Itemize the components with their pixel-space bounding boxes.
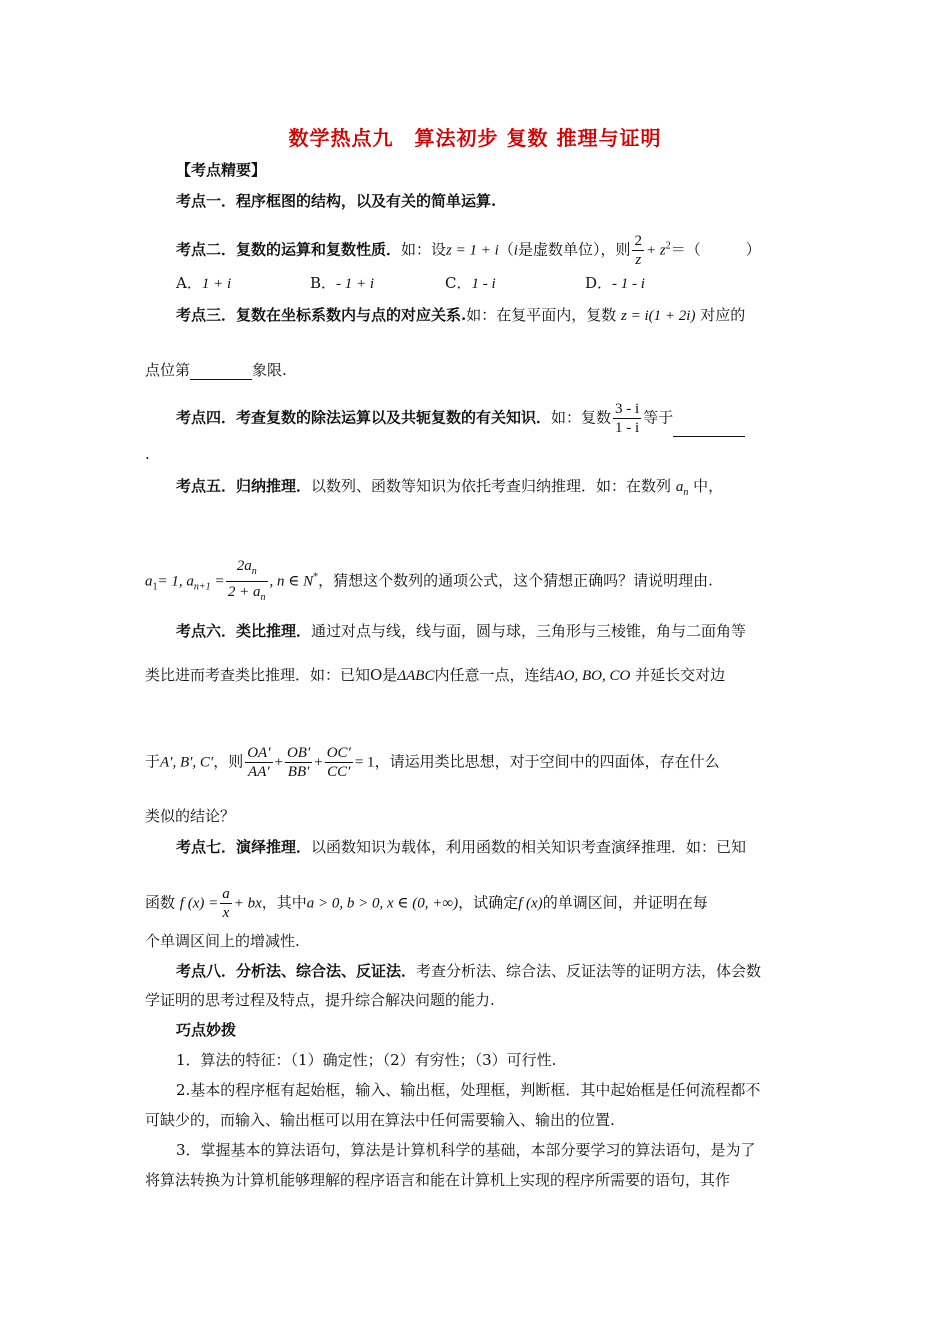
- answer-blank[interactable]: [673, 436, 745, 437]
- option-c: C．1 - i: [445, 274, 496, 292]
- topic-5-line: 考点五．归纳推理．以数列、函数等知识为依托考查归纳推理．如：在数列 $a_n$ 中，: [176, 477, 724, 498]
- topic-1: 考点一．程序框图的结构，以及有关的简单运算.: [176, 192, 497, 210]
- topic-5-formula: $a_1= 1$, $a_{n+1}$ = $\frac{2a_n}{2 + a_n}$ , n ∈ N*，猜想这个数列的通项公式，这个猜想正确吗？请说明理由.: [145, 556, 713, 607]
- topic-7-line2: 函数 f (x) = $\frac{a}{x}$ + bx，其中a > 0, b > 0, x ∈ (0, +∞)，试确定f (x)的单调区间，并证明在每: [145, 886, 708, 921]
- topic-2-label: 考点二．复数的运算和复数性质．: [176, 240, 402, 259]
- tip-3-cont: 将算法转换为计算机能够理解的程序语言和能在计算机上实现的程序所需要的语句，其作: [145, 1171, 731, 1189]
- fraction-oc: $\frac{OC'}{CC'}$: [326, 745, 351, 780]
- topic-6-line: 考点六．类比推理．通过对点与线，线与面，圆与球，三角形与三棱锥，角与二面角等: [176, 622, 747, 640]
- topic-3-line: 考点三．复数在坐标系数内与点的对应关系.如：在复平面内，复数 z = i(1 + 2i) 对应的: [176, 306, 746, 324]
- tip-2: 2.基本的程序框有起始框，输入、输出框，处理框，判断框．其中起始框是任何流程都不: [176, 1081, 761, 1099]
- answer-blank[interactable]: [190, 379, 252, 380]
- topic-4-end: .: [145, 445, 150, 463]
- fraction-3-i: $\frac{3 - i}{1 - i}$: [615, 401, 640, 436]
- option-b: B．- 1 + i: [310, 274, 375, 292]
- topic-8-line: 考点八．分析法、综合法、反证法．考查分析法、综合法、反证法等的证明方法，体会数: [176, 962, 762, 980]
- topic-3-line2: 点位第 象限.: [145, 361, 287, 379]
- fraction-oa: $\frac{OA'}{AA'}$: [247, 745, 271, 780]
- fraction-recurrence: $\frac{2a_n}{2 + a_n}$: [227, 558, 266, 603]
- topic-5-label: 考点五．归纳推理．: [176, 477, 312, 495]
- tip-1: 1．算法的特征：（1）确定性；（2）有穷性；（3）可行性.: [176, 1051, 557, 1069]
- topic-6-line2: 类比进而考查类比推理．如：已知O是ΔABC内任意一点，连结AO, BO, CO 并延长交对边: [145, 666, 726, 684]
- page-title: 数学热点九 算法初步 复数 推理与证明: [288, 126, 662, 150]
- topic-8-label: 考点八．分析法、综合法、反证法．: [176, 962, 417, 980]
- fraction-2-over-z: $\frac{2}{z}$: [634, 233, 642, 268]
- topic-7-label: 考点七．演绎推理．: [176, 838, 312, 856]
- topic-4-line: 考点四．考查复数的除法运算以及共轭复数的有关知识．如：复数 $\frac{3 - i}{1 - i}$ 等于: [176, 400, 745, 437]
- section-heading: 【考点精要】: [176, 161, 267, 179]
- topic-2-line: 考点二．复数的运算和复数性质．如：设z = 1 + i（i是虚数单位），则 $\frac{2}{z}$ + $z^2=$（ ）: [176, 233, 761, 268]
- option-d: D．- 1 - i: [585, 274, 645, 292]
- tips-heading: 巧点妙拨: [176, 1021, 237, 1039]
- tip-2-cont: 可缺少的，而输入、输出框可以用在算法中任何需要输入、输出的位置.: [145, 1111, 615, 1129]
- topic-7-line3: 个单调区间上的增减性.: [145, 932, 300, 950]
- fraction-a-over-x: $\frac{a}{x}$: [222, 886, 230, 921]
- option-a: A．1 + i: [176, 274, 232, 292]
- topic-6-line3: 于A′, B′, C′，则 $\frac{OA'}{AA'}$ + $\frac{OB'}{BB'}$ + $\frac{OC'}{CC'}$ = 1，请运用类比思想，对于空间中的四面体，存在什么: [145, 745, 720, 780]
- topic-6-line4: 类似的结论？: [145, 807, 236, 825]
- topic-8-line2: 学证明的思考过程及特点，提升综合解决问题的能力.: [145, 991, 495, 1009]
- topic-7-line: 考点七．演绎推理．以函数知识为载体，利用函数的相关知识考查演绎推理．如：已知: [176, 838, 747, 856]
- topic-6-label: 考点六．类比推理．: [176, 622, 312, 640]
- topic-4-label: 考点四．考查复数的除法运算以及共轭复数的有关知识．: [176, 408, 552, 427]
- tip-3: 3．掌握基本的算法语句，算法是计算机科学的基础，本部分要学习的算法语句，是为了: [176, 1141, 756, 1159]
- z-definition: z = 1 + i: [446, 242, 499, 259]
- topic-3-label: 考点三．复数在坐标系数内与点的对应关系.: [176, 306, 467, 324]
- fraction-ob: $\frac{OB'}{BB'}$: [286, 745, 311, 780]
